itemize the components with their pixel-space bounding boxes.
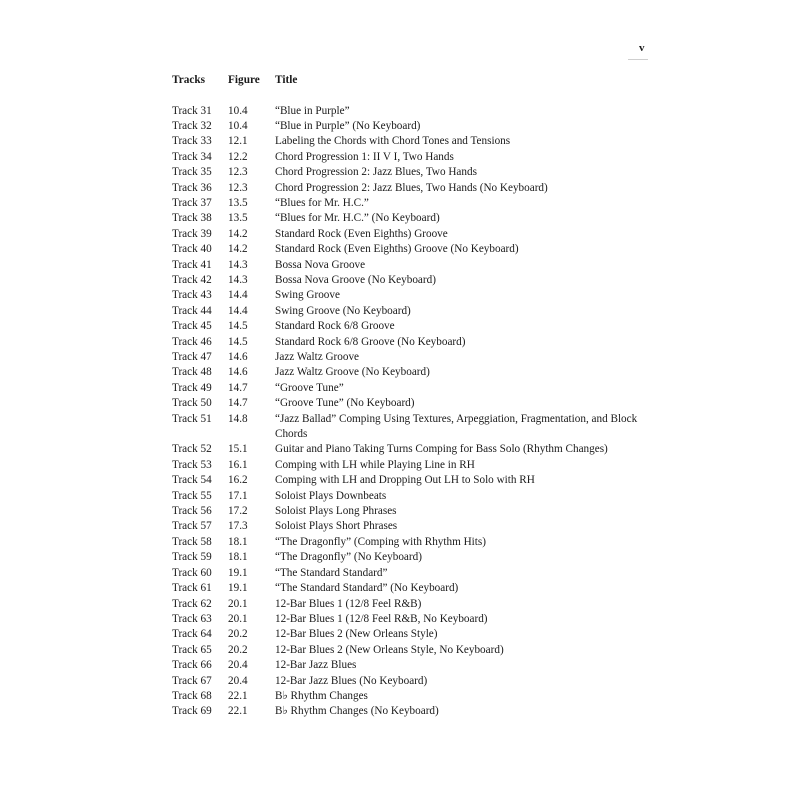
figure-number: 14.2 bbox=[228, 227, 248, 240]
title-column-header: Title bbox=[275, 74, 298, 86]
page-number: v bbox=[639, 42, 645, 54]
track-row bbox=[172, 581, 652, 596]
track-row bbox=[172, 335, 652, 350]
track-title: Guitar and Piano Taking Turns Comping for Bass Solo (Rhythm Changes) bbox=[275, 443, 608, 456]
figure-number: 12.3 bbox=[228, 166, 248, 179]
track-row bbox=[172, 273, 652, 288]
track-title: “Blue in Purple” (No Keyboard) bbox=[275, 119, 421, 132]
track-row bbox=[172, 119, 652, 134]
track-row bbox=[172, 704, 652, 719]
track-title: “The Dragonfly” (No Keyboard) bbox=[275, 551, 422, 564]
track-title: Chord Progression 2: Jazz Blues, Two Hands bbox=[275, 166, 477, 179]
track-title: Standard Rock 6/8 Groove bbox=[275, 320, 395, 333]
figure-number: 20.4 bbox=[228, 659, 248, 672]
track-number: Track 66 bbox=[172, 659, 212, 672]
track-number: Track 49 bbox=[172, 381, 212, 394]
track-number: Track 52 bbox=[172, 443, 212, 456]
track-number: Track 55 bbox=[172, 489, 212, 502]
track-title: Comping with LH while Playing Line in RH bbox=[275, 458, 475, 471]
figure-number: 15.1 bbox=[228, 443, 248, 456]
track-number: Track 40 bbox=[172, 243, 212, 256]
track-row bbox=[172, 519, 652, 534]
figure-number: 14.6 bbox=[228, 351, 248, 363]
track-title: “Blue in Purple” bbox=[275, 104, 350, 117]
figure-number: 10.4 bbox=[228, 104, 248, 117]
track-row bbox=[172, 612, 652, 627]
track-number: Track 33 bbox=[172, 135, 212, 148]
table-header bbox=[172, 74, 652, 90]
track-title: Swing Groove bbox=[275, 289, 340, 302]
track-row bbox=[172, 473, 652, 488]
track-row bbox=[172, 319, 652, 334]
track-title: 12-Bar Blues 1 (12/8 Feel R&B) bbox=[275, 597, 422, 610]
track-row bbox=[172, 365, 652, 380]
track-number: Track 61 bbox=[172, 582, 212, 595]
track-row bbox=[172, 442, 652, 457]
track-row bbox=[172, 288, 652, 303]
track-number: Track 45 bbox=[172, 320, 212, 333]
track-title: B♭ Rhythm Changes bbox=[275, 689, 368, 702]
track-number: Track 38 bbox=[172, 212, 212, 225]
track-number: Track 31 bbox=[172, 104, 212, 117]
track-number: Track 50 bbox=[172, 397, 212, 410]
track-number: Track 65 bbox=[172, 643, 212, 656]
figure-number: 20.2 bbox=[228, 628, 248, 641]
figure-number: 20.1 bbox=[228, 612, 248, 625]
track-row bbox=[172, 489, 652, 504]
track-row bbox=[172, 396, 652, 411]
track-row bbox=[172, 181, 652, 196]
track-row bbox=[172, 150, 652, 165]
track-number: Track 59 bbox=[172, 551, 212, 564]
track-row bbox=[172, 689, 652, 704]
track-number: Track 32 bbox=[172, 119, 212, 132]
track-number: Track 37 bbox=[172, 196, 212, 209]
track-row bbox=[172, 550, 652, 565]
figure-number: 13.5 bbox=[228, 196, 248, 209]
figure-number: 22.1 bbox=[228, 689, 248, 702]
track-number: Track 39 bbox=[172, 227, 212, 240]
track-number: Track 35 bbox=[172, 166, 212, 179]
track-title: Jazz Waltz Groove bbox=[275, 351, 360, 363]
track-number: Track 34 bbox=[172, 150, 212, 163]
track-number: Track 60 bbox=[172, 566, 212, 579]
figure-number: 14.4 bbox=[228, 304, 248, 317]
track-row bbox=[172, 381, 652, 396]
header-rule bbox=[628, 59, 648, 60]
track-title: Soloist Plays Downbeats bbox=[275, 489, 387, 502]
track-title: “The Standard Standard” (No Keyboard) bbox=[275, 582, 459, 595]
track-title: “Jazz Ballad” Comping Using Textures, Arpeggiation, Fragmentation, and Block Chords bbox=[275, 412, 638, 441]
track-title: “Blues for Mr. H.C.” (No Keyboard) bbox=[275, 212, 440, 225]
track-title: “Blues for Mr. H.C.” bbox=[275, 196, 369, 209]
track-title: 12-Bar Jazz Blues (No Keyboard) bbox=[275, 674, 428, 687]
figure-number: 12.2 bbox=[228, 150, 248, 163]
track-number: Track 56 bbox=[172, 505, 212, 518]
track-title: 12-Bar Jazz Blues bbox=[275, 659, 357, 672]
track-number: Track 68 bbox=[172, 689, 212, 702]
figure-number: 14.3 bbox=[228, 273, 248, 286]
figure-number: 17.3 bbox=[228, 520, 248, 533]
track-number: Track 46 bbox=[172, 335, 212, 348]
figure-number: 18.1 bbox=[228, 535, 248, 548]
figure-number: 16.1 bbox=[228, 458, 248, 471]
track-row bbox=[172, 643, 652, 658]
track-number: Track 69 bbox=[172, 705, 212, 718]
track-row bbox=[172, 227, 652, 242]
track-title: 12-Bar Blues 2 (New Orleans Style) bbox=[275, 628, 438, 641]
figure-number: 14.7 bbox=[228, 397, 248, 410]
track-title: “The Standard Standard” bbox=[275, 566, 388, 579]
track-title: Comping with LH and Dropping Out LH to Solo with RH bbox=[275, 474, 535, 487]
track-number: Track 63 bbox=[172, 612, 212, 625]
track-number: Track 47 bbox=[172, 351, 212, 363]
track-title: Standard Rock (Even Eighths) Groove (No Keyboard) bbox=[275, 243, 519, 256]
track-title: B♭ Rhythm Changes (No Keyboard) bbox=[275, 705, 439, 718]
track-title: “The Dragonfly” (Comping with Rhythm Hits) bbox=[275, 535, 486, 548]
track-title: Standard Rock (Even Eighths) Groove bbox=[275, 227, 448, 240]
figure-number: 17.2 bbox=[228, 505, 248, 518]
track-row bbox=[172, 535, 652, 550]
track-title: Standard Rock 6/8 Groove (No Keyboard) bbox=[275, 335, 466, 348]
figure-number: 20.1 bbox=[228, 597, 248, 610]
track-row bbox=[172, 134, 652, 149]
track-list bbox=[172, 104, 652, 720]
figure-number: 19.1 bbox=[228, 566, 248, 579]
figure-number: 14.6 bbox=[228, 366, 248, 379]
track-title: Jazz Waltz Groove (No Keyboard) bbox=[275, 366, 430, 379]
figure-number: 14.5 bbox=[228, 335, 248, 348]
track-title: “Groove Tune” bbox=[275, 381, 344, 394]
track-number: Track 54 bbox=[172, 474, 212, 487]
track-title: Chord Progression 1: II V I, Two Hands bbox=[275, 150, 454, 163]
figure-number: 13.5 bbox=[228, 212, 248, 225]
track-row bbox=[172, 658, 652, 673]
track-row bbox=[172, 196, 652, 211]
track-row bbox=[172, 258, 652, 273]
track-row bbox=[172, 350, 652, 365]
figure-number: 20.2 bbox=[228, 643, 248, 656]
track-row bbox=[172, 504, 652, 519]
track-row bbox=[172, 165, 652, 180]
track-number: Track 48 bbox=[172, 366, 212, 379]
figure-number: 14.4 bbox=[228, 289, 248, 302]
figure-number: 14.2 bbox=[228, 243, 248, 256]
track-title: Bossa Nova Groove (No Keyboard) bbox=[275, 273, 436, 286]
track-number: Track 58 bbox=[172, 535, 212, 548]
track-number: Track 53 bbox=[172, 458, 212, 471]
track-row bbox=[172, 458, 652, 473]
figure-number: 10.4 bbox=[228, 119, 248, 132]
track-title: 12-Bar Blues 2 (New Orleans Style, No Keyboard) bbox=[275, 643, 504, 656]
figure-number: 20.4 bbox=[228, 674, 248, 687]
track-number: Track 44 bbox=[172, 304, 212, 317]
track-row bbox=[172, 597, 652, 612]
track-title: Soloist Plays Short Phrases bbox=[275, 520, 398, 533]
track-title: 12-Bar Blues 1 (12/8 Feel R&B, No Keyboard) bbox=[275, 612, 488, 625]
figure-column-header: Figure bbox=[228, 74, 260, 86]
track-number: Track 51 bbox=[172, 412, 212, 425]
track-number: Track 42 bbox=[172, 273, 212, 286]
figure-number: 17.1 bbox=[228, 489, 248, 502]
track-number: Track 64 bbox=[172, 628, 212, 641]
track-row bbox=[172, 566, 652, 581]
figure-number: 22.1 bbox=[228, 705, 248, 718]
figure-number: 14.3 bbox=[228, 258, 248, 271]
figure-number: 14.5 bbox=[228, 320, 248, 333]
track-title: Bossa Nova Groove bbox=[275, 258, 366, 271]
tracks-column-header: Tracks bbox=[172, 74, 206, 86]
figure-number: 14.7 bbox=[228, 381, 248, 394]
track-title: “Groove Tune” (No Keyboard) bbox=[275, 397, 415, 410]
track-title: Soloist Plays Long Phrases bbox=[275, 505, 397, 518]
track-title: Labeling the Chords with Chord Tones and Tensions bbox=[275, 135, 511, 148]
track-number: Track 43 bbox=[172, 289, 212, 302]
figure-number: 16.2 bbox=[228, 474, 248, 487]
track-number: Track 41 bbox=[172, 258, 212, 271]
track-row bbox=[172, 627, 652, 642]
track-row bbox=[172, 104, 652, 119]
figure-number: 12.3 bbox=[228, 181, 248, 194]
track-row bbox=[172, 211, 652, 226]
track-row bbox=[172, 304, 652, 319]
track-number: Track 36 bbox=[172, 181, 212, 194]
track-number: Track 67 bbox=[172, 674, 212, 687]
figure-number: 19.1 bbox=[228, 582, 248, 595]
track-number: Track 57 bbox=[172, 520, 212, 533]
track-title: Swing Groove (No Keyboard) bbox=[275, 304, 411, 317]
track-title: Chord Progression 2: Jazz Blues, Two Hands (No Keyboard) bbox=[275, 181, 548, 194]
track-row bbox=[172, 242, 652, 257]
track-number: Track 62 bbox=[172, 597, 212, 610]
figure-number: 12.1 bbox=[228, 135, 248, 148]
figure-number: 14.8 bbox=[228, 412, 248, 425]
track-row bbox=[172, 674, 652, 689]
track-row bbox=[172, 412, 652, 443]
figure-number: 18.1 bbox=[228, 551, 248, 564]
